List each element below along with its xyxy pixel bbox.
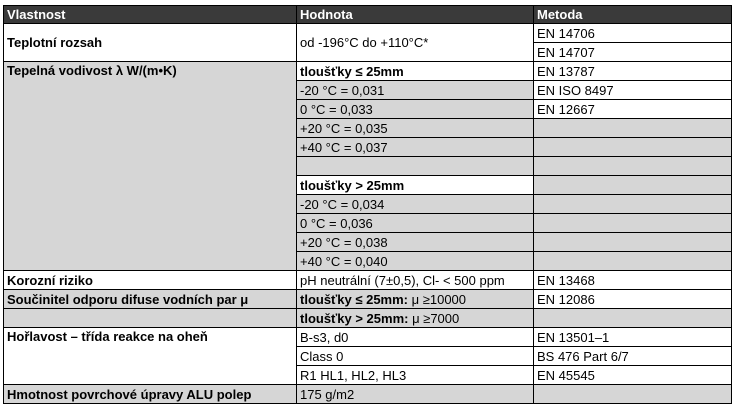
table-row: [4, 328, 732, 347]
empty-method-cell: [534, 176, 732, 195]
table-row: [4, 62, 732, 81]
diffusion-mu-2: μ ≥7000: [408, 310, 460, 326]
table-row: [4, 309, 732, 328]
flammability-label: Hořlavost – třída reakce na oheň: [4, 328, 297, 385]
thermal-method-2: EN ISO 8497: [534, 81, 732, 100]
surface-weight-value: 175 g/m2: [297, 385, 534, 404]
thermal-group1-heading: tloušťky ≤ 25mm: [297, 62, 534, 81]
thermal-method-1: EN 13787: [534, 62, 732, 81]
flammability-value: B-s3, d0: [297, 328, 534, 347]
table-row: [4, 290, 732, 309]
header-row: [4, 6, 732, 24]
header-property: Vlastnost: [4, 6, 297, 24]
corrosion-value: pH neutrální (7±0,5), Cl- < 500 ppm: [297, 271, 534, 290]
surface-weight-method: [534, 385, 732, 404]
empty-label-cell: [4, 309, 297, 328]
header-method: Metoda: [534, 6, 732, 24]
thermal-group1-value: 0 °C = 0,033: [297, 100, 534, 119]
flammability-method: EN 45545: [534, 366, 732, 385]
table-row: [4, 24, 732, 43]
diffusion-value-2: [297, 309, 534, 328]
temperature-range-method-1: EN 14706: [534, 24, 732, 43]
header-value: Hodnota: [297, 6, 534, 24]
thermal-group2-heading: tloušťky > 25mm: [297, 176, 534, 195]
thermal-method-3: EN 12667: [534, 100, 732, 119]
thermal-group1-value: +40 °C = 0,037: [297, 138, 534, 157]
diffusion-thickness-2: tloušťky > 25mm:: [300, 310, 409, 326]
thermal-group1-value: -20 °C = 0,031: [297, 81, 534, 100]
empty-method-cell: [534, 195, 732, 214]
properties-table: [3, 5, 732, 404]
temperature-range-value: od -196°C do +110°C*: [297, 24, 534, 62]
thermal-group2-value: +20 °C = 0,038: [297, 233, 534, 252]
empty-method-cell: [534, 119, 732, 138]
surface-weight-label: Hmotnost povrchové úpravy ALU polep: [4, 385, 297, 404]
temperature-range-method-2: EN 14707: [534, 43, 732, 62]
empty-value-cell: [297, 157, 534, 176]
table-row: [4, 271, 732, 290]
empty-method-cell: [534, 214, 732, 233]
empty-method-cell: [534, 252, 732, 271]
thermal-group1-value: +20 °C = 0,035: [297, 119, 534, 138]
empty-method-cell: [534, 309, 732, 328]
empty-method-cell: [534, 157, 732, 176]
temperature-range-label: Teplotní rozsah: [4, 24, 297, 62]
diffusion-label: Součinitel odporu difuse vodních par μ: [4, 290, 297, 309]
diffusion-thickness-1: tloušťky ≤ 25mm:: [300, 291, 409, 307]
flammability-value: R1 HL1, HL2, HL3: [297, 366, 534, 385]
thermal-group2-value: 0 °C = 0,036: [297, 214, 534, 233]
diffusion-mu-1: μ ≥10000: [408, 291, 467, 307]
empty-method-cell: [534, 233, 732, 252]
table-row: [4, 385, 732, 404]
flammability-value: Class 0: [297, 347, 534, 366]
diffusion-method: EN 12086: [534, 290, 732, 309]
corrosion-method: EN 13468: [534, 271, 732, 290]
diffusion-value-1: [297, 290, 534, 309]
thermal-conductivity-label: Tepelná vodivost λ W/(m•K): [4, 62, 297, 271]
thermal-group2-value: -20 °C = 0,034: [297, 195, 534, 214]
corrosion-label: Korozní riziko: [4, 271, 297, 290]
flammability-method: BS 476 Part 6/7: [534, 347, 732, 366]
thermal-group2-value: +40 °C = 0,040: [297, 252, 534, 271]
empty-method-cell: [534, 138, 732, 157]
flammability-method: EN 13501–1: [534, 328, 732, 347]
